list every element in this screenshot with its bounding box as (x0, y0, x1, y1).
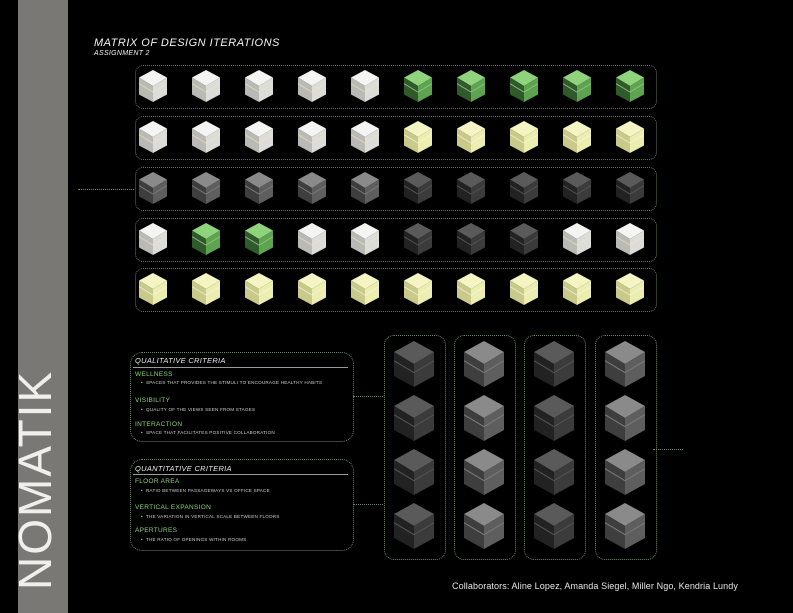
iteration-cube-icon (244, 272, 274, 306)
evaluation-model-icon (604, 502, 646, 550)
evaluation-model-icon (393, 502, 435, 550)
iteration-cube-icon (562, 171, 592, 205)
evaluation-model-icon (533, 340, 575, 388)
evaluation-model-icon (533, 502, 575, 550)
iteration-cube-icon (615, 120, 645, 154)
iteration-cube-icon (456, 272, 486, 306)
iteration-cube-icon (456, 171, 486, 205)
iteration-cube-icon (509, 272, 539, 306)
apertures-item: • THE RATIO OF OPENINGS WITHIN ROOMS (146, 537, 246, 542)
iteration-cube-icon (297, 222, 327, 256)
iteration-cube-icon (403, 272, 433, 306)
evaluation-model-icon (604, 394, 646, 442)
visibility-label: VISIBILITY (135, 397, 171, 404)
iteration-cube-icon (562, 120, 592, 154)
iteration-cube-icon (297, 171, 327, 205)
iteration-cube-icon (615, 272, 645, 306)
iteration-cube-icon (244, 171, 274, 205)
iteration-cube-icon (509, 120, 539, 154)
iteration-cube-icon (350, 120, 380, 154)
iteration-cube-icon (562, 222, 592, 256)
iteration-cube-icon (297, 272, 327, 306)
visibility-item: • QUALITY OF THE VIEWS SEEN FROM STAGES (146, 407, 255, 412)
iteration-cube-icon (191, 171, 221, 205)
matrix-leader-line (78, 189, 134, 190)
wellness-item: • SPACES THAT PROVIDES THE STIMULI TO ENCOURAGE HEALTHY HABITS (146, 380, 322, 385)
quantitative-criteria-heading: QUANTITATIVE CRITERIA (135, 464, 232, 473)
iteration-cube-icon (138, 69, 168, 103)
page-subtitle: ASSIGNMENT 2 (94, 50, 150, 57)
iteration-cube-icon (191, 272, 221, 306)
qualitative-leader-line (353, 396, 383, 397)
iteration-cube-icon (191, 222, 221, 256)
interaction-label: INTERACTION (135, 421, 183, 428)
evaluation-model-icon (533, 448, 575, 496)
qualitative-divider (133, 367, 348, 368)
iteration-cube-icon (615, 171, 645, 205)
evaluation-model-icon (393, 448, 435, 496)
quantitative-leader-line (353, 504, 383, 505)
iteration-cube-icon (403, 69, 433, 103)
brand-wordmark: NOMATIK (9, 369, 61, 590)
evaluation-model-icon (463, 448, 505, 496)
evaluation-model-icon (463, 502, 505, 550)
iteration-cube-icon (138, 171, 168, 205)
evaluation-model-icon (393, 394, 435, 442)
iteration-cube-icon (509, 171, 539, 205)
iteration-cube-icon (138, 272, 168, 306)
iteration-cube-icon (191, 120, 221, 154)
iteration-cube-icon (244, 69, 274, 103)
iteration-cube-icon (403, 120, 433, 154)
iteration-cube-icon (244, 222, 274, 256)
iteration-cube-icon (615, 222, 645, 256)
iteration-cube-icon (297, 120, 327, 154)
iteration-cube-icon (138, 222, 168, 256)
iteration-cube-icon (456, 222, 486, 256)
iteration-cube-icon (456, 69, 486, 103)
wellness-label: WELLNESS (135, 371, 173, 378)
iteration-cube-icon (350, 272, 380, 306)
page-title: MATRIX OF DESIGN ITERATIONS (94, 37, 280, 49)
evaluation-model-icon (463, 394, 505, 442)
iteration-cube-icon (350, 222, 380, 256)
vertical-expansion-item: • THE VARIATION IN VERTICAL SCALE BETWEEN FLOORS (146, 514, 280, 519)
iteration-cube-icon (297, 69, 327, 103)
evaluation-model-icon (393, 340, 435, 388)
evaluation-model-icon (463, 340, 505, 388)
iteration-cube-icon (562, 69, 592, 103)
iteration-cube-icon (562, 272, 592, 306)
iteration-cube-icon (509, 222, 539, 256)
evaluation-model-icon (604, 340, 646, 388)
iteration-cube-icon (350, 171, 380, 205)
iteration-cube-icon (509, 69, 539, 103)
interaction-item: • SPACE THAT FACILITATES POSITIVE COLLABORATION (146, 430, 275, 435)
floor-area-label: FLOOR AREA (135, 478, 180, 485)
evaluation-model-icon (533, 394, 575, 442)
iteration-cube-icon (350, 69, 380, 103)
vertical-expansion-label: VERTICAL EXPANSION (135, 504, 212, 511)
iteration-cube-icon (615, 69, 645, 103)
iteration-cube-icon (244, 120, 274, 154)
qualitative-criteria-heading: QUALITATIVE CRITERIA (135, 356, 226, 365)
columns-leader-line (653, 449, 683, 450)
quantitative-divider (133, 474, 348, 475)
apertures-label: APERTURES (135, 527, 178, 534)
floor-area-item: • RATIO BETWEEN PASSAGEWAYS VS OFFICE SPACE (146, 488, 270, 493)
iteration-cube-icon (138, 120, 168, 154)
evaluation-model-icon (604, 448, 646, 496)
iteration-cube-icon (191, 69, 221, 103)
iteration-cube-icon (456, 120, 486, 154)
collaborators-credit: Collaborators: Aline Lopez, Amanda Siegel, Miller Ngo, Kendria Lundy (452, 581, 738, 591)
iteration-cube-icon (403, 171, 433, 205)
iteration-cube-icon (403, 222, 433, 256)
